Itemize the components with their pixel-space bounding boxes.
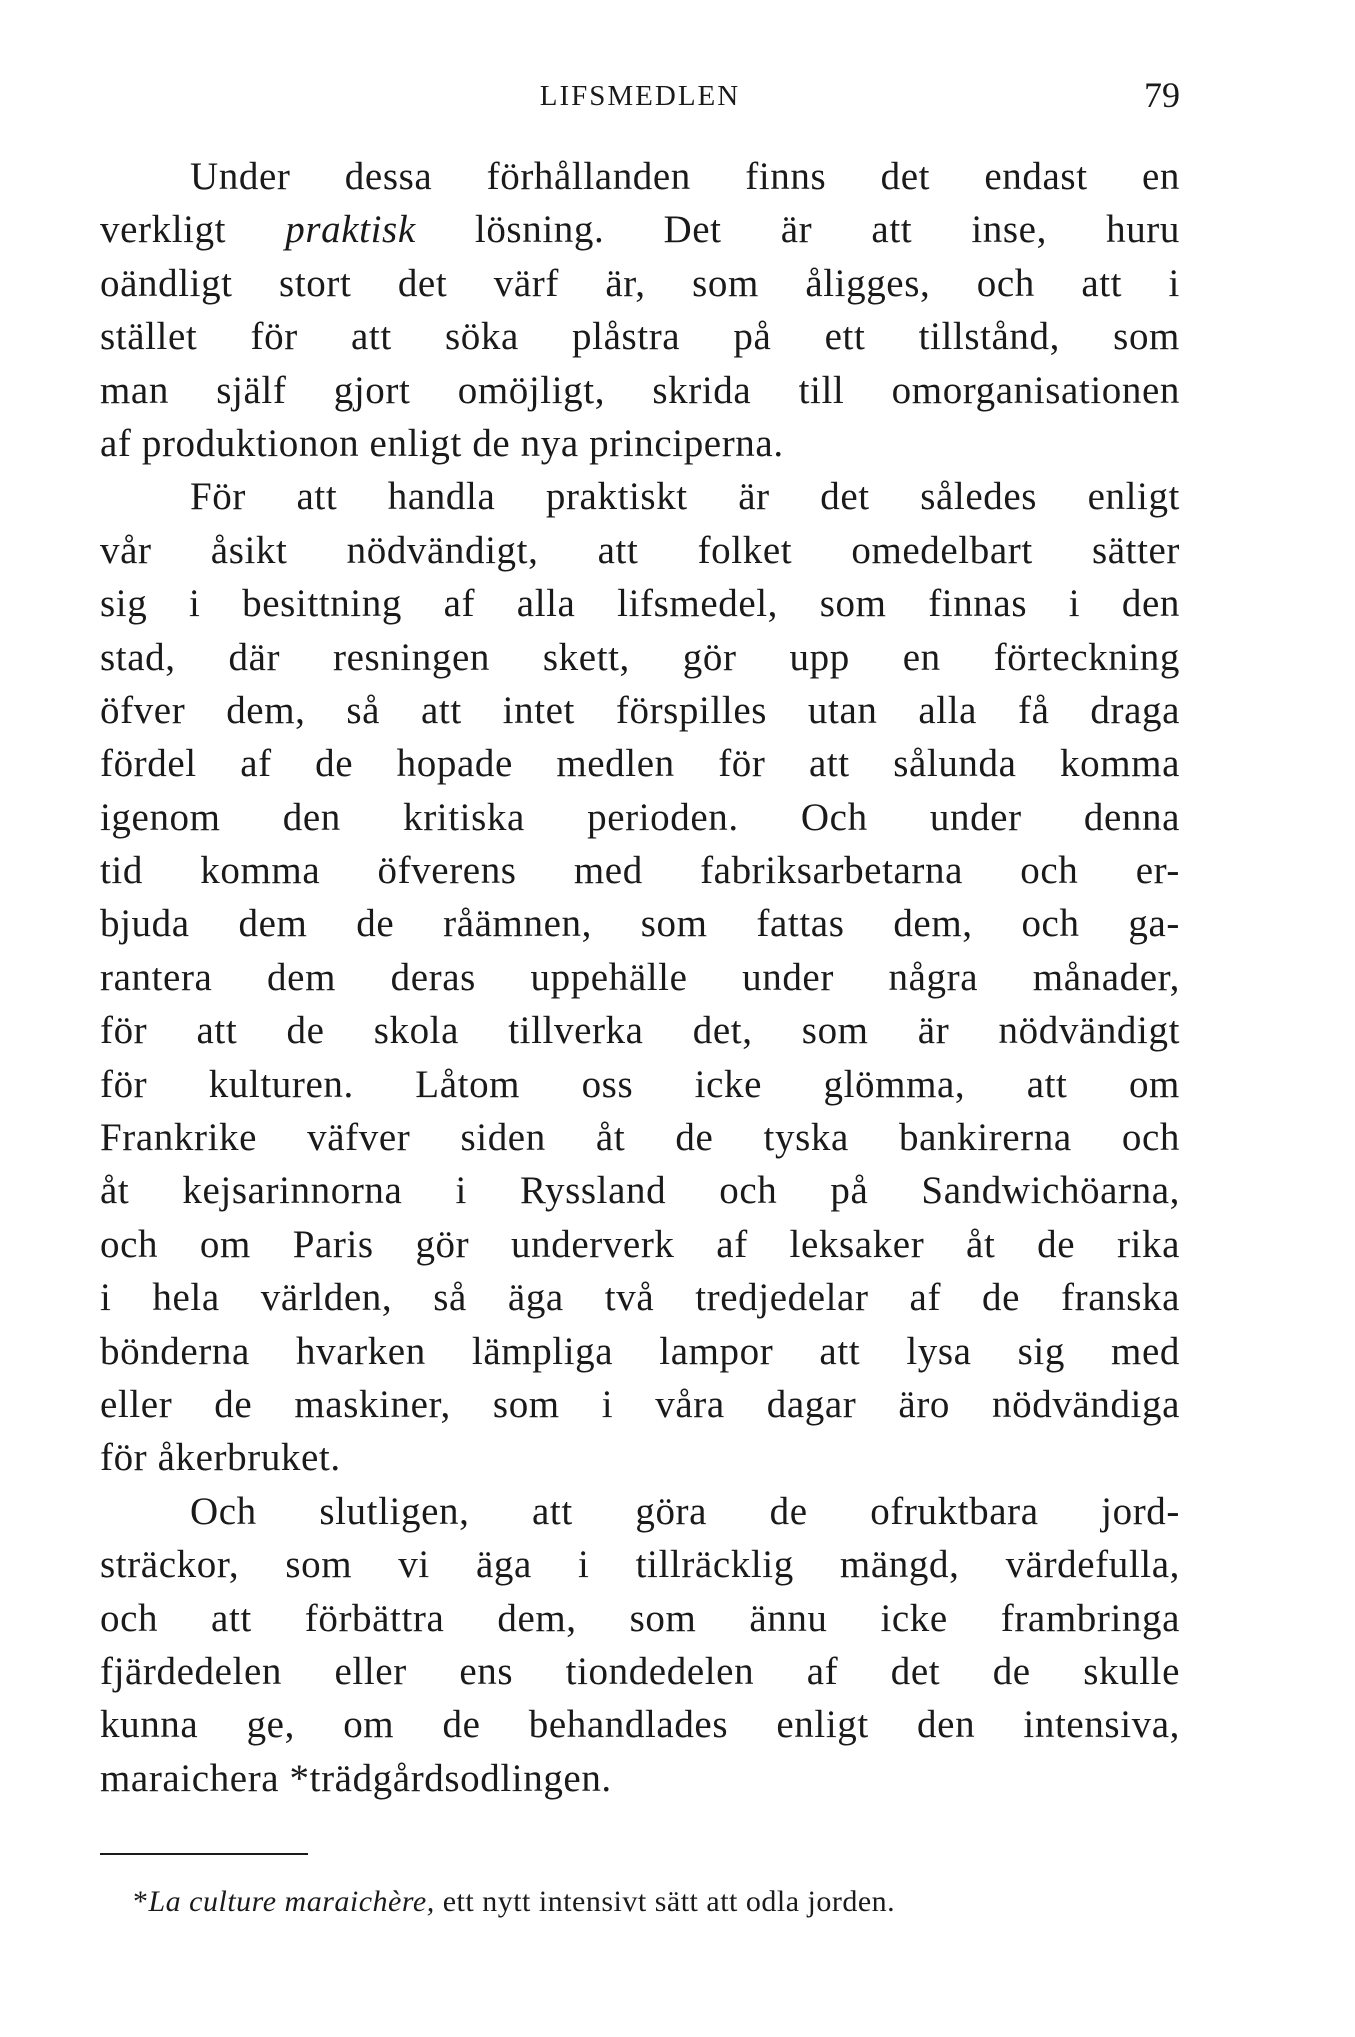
text-line: bjuda dem de råämnen, som fattas dem, och ga-: [100, 902, 1180, 946]
text-line: verkligt praktisk lösning. Det är att inse, huru: [100, 208, 1180, 252]
page-number: 79: [1144, 75, 1180, 115]
text-line: åt kejsarinnorna i Ryssland och på Sandwichöarna,: [100, 1169, 1180, 1213]
text-line: för att de skola tillverka det, som är nödvändigt: [100, 1009, 1180, 1053]
text-line: oändligt stort det värf är, som åligges, och att i: [100, 261, 1180, 305]
text-line: för kulturen. Låtom oss icke glömma, att om: [100, 1062, 1180, 1106]
footnote-marker: *: [133, 1885, 149, 1918]
text-line: man själf gjort omöjligt, skrida till omorganisationen: [100, 368, 1180, 412]
text-line: stad, där resningen skett, gör upp en förteckning: [100, 635, 1180, 679]
text-line: eller de maskiner, som i våra dagar äro nödvändiga: [100, 1382, 1180, 1426]
text-line: för åkerbruket.: [100, 1436, 341, 1480]
running-head: [100, 75, 1180, 120]
text-line: Frankrike väfver siden åt de tyska bankirerna och: [100, 1116, 1180, 1160]
text-line: af produktionon enligt de nya principerna.: [100, 421, 784, 465]
text-line: rantera dem deras uppehälle under några månader,: [100, 955, 1180, 999]
text-line: kunna ge, om de behandlades enligt den intensiva,: [100, 1703, 1180, 1747]
text-line: bönderna hvarken lämpliga lampor att lysa sig med: [100, 1329, 1180, 1373]
footnote-text: ett nytt intensivt sätt att odla jorden.: [434, 1885, 896, 1918]
text-line: Under dessa förhållanden finns det endast en: [190, 155, 1180, 198]
text-line: och om Paris gör underverk af leksaker åt de rika: [100, 1222, 1180, 1266]
text-line: vår åsikt nödvändigt, att folket omedelbart sätter: [100, 528, 1180, 572]
footnote-divider: [100, 1853, 308, 1855]
text-line: i hela världen, så äga två tredjedelar af de franska: [100, 1276, 1180, 1320]
footnote-italic-title: La culture maraichère,: [148, 1885, 435, 1918]
text-line: fjärdedelen eller ens tiondedelen af det de skulle: [100, 1649, 1180, 1693]
text-line: stället för att söka plåstra på ett tillstånd, som: [100, 315, 1180, 359]
text-line: maraichera *trädgårdsodlingen.: [100, 1756, 612, 1800]
text-line: tid komma öfverens med fabriksarbetarna och er-: [100, 849, 1180, 893]
text-line: och att förbättra dem, som ännu icke frambringa: [100, 1596, 1180, 1640]
text-line: öfver dem, så att intet förspilles utan alla få draga: [100, 688, 1180, 732]
running-title: LIFSMEDLEN: [539, 80, 741, 112]
text-line: sig i besittning af alla lifsmedel, som finnas i den: [100, 582, 1180, 626]
text-line: sträckor, som vi äga i tillräcklig mängd, värdefulla,: [100, 1543, 1180, 1587]
text-line: För att handla praktiskt är det således enligt: [190, 475, 1180, 519]
text-line: igenom den kritiska perioden. Och under denna: [100, 795, 1180, 839]
footnote: [133, 1885, 895, 1919]
text-line: fördel af de hopade medlen för att sålunda komma: [100, 742, 1180, 786]
text-line: Och slutligen, att göra de ofruktbara jord-: [190, 1489, 1180, 1533]
body-text: [100, 150, 1180, 1805]
